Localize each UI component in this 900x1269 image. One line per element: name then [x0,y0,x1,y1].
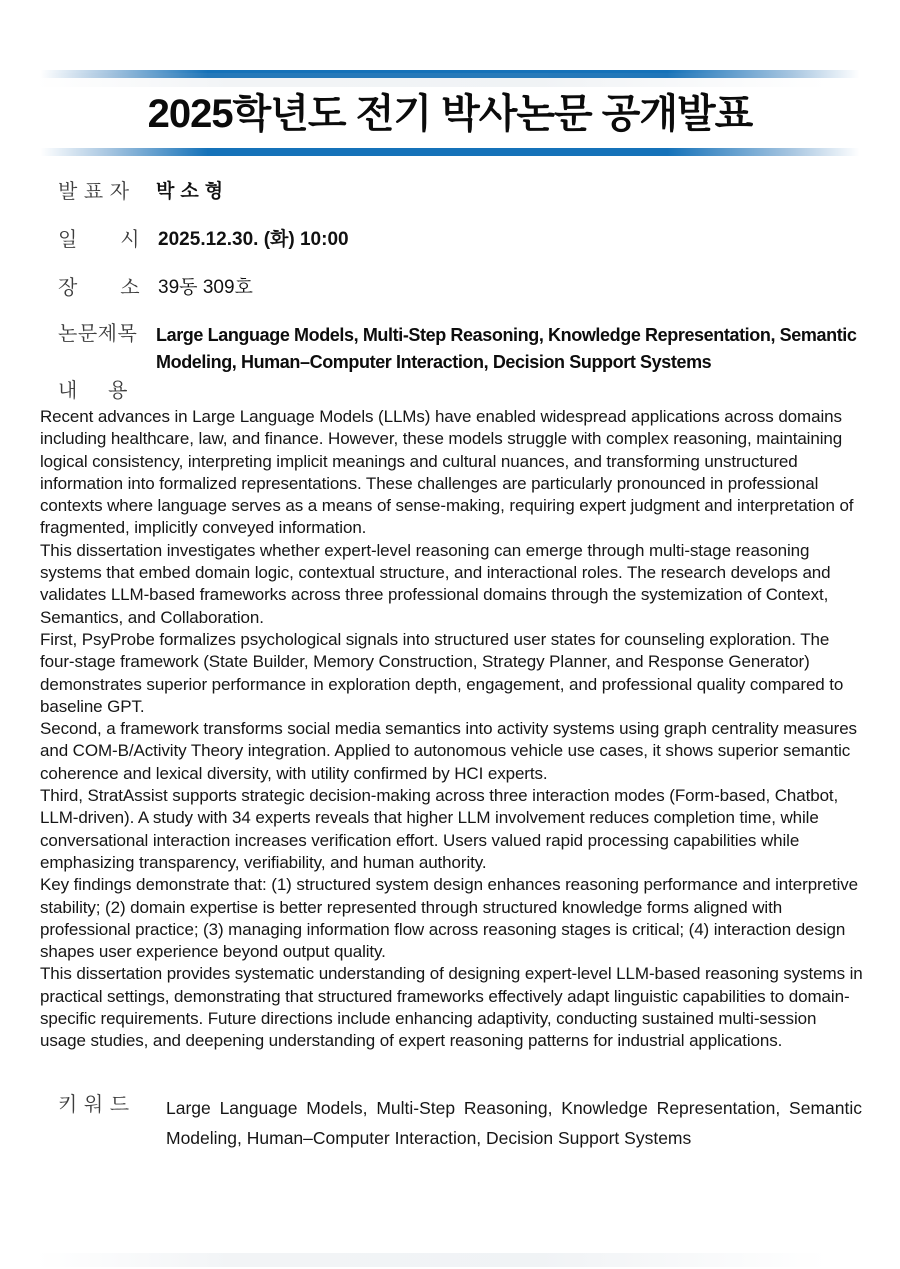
location-value: 39동 309호 [158,277,253,298]
datetime-row [38,228,862,252]
announcement-page [0,70,900,1269]
abstract-text [40,406,864,1053]
keywords-value: Large Language Models, Multi-Step Reasoning, Knowledge Representation, Semantic Modeling, Human–Computer Interaction, Decision Support Systems [166,1097,862,1148]
content-label: 내 용 [58,380,128,402]
location-label: 장 소 [58,277,141,299]
content-label-row [38,378,862,404]
abstract-paragraph: First, PsyProbe formalizes psychological signals into structured user states for counseling exploration. The four-stage framework (State Builder, Memory Construction, Strategy Planner, and Response Generator) demonstrates superior performance in exploration depth, engagement, and professional quality compared to baseline GPT. [40,629,844,716]
page-title: 2025학년도 전기 박사논문 공개발표 [147,92,753,136]
abstract-paragraph: Key findings demonstrate that: (1) structured system design enhances reasoning performance and interpretive stability; (2) domain expertise is better represented through structured knowledge forms aligned with professional practice; (3) managing information flow across reasoning stages is critical; (4) interaction design shapes user experience beyond output quality. [40,875,859,962]
header-rule-bottom [32,148,868,156]
abstract-paragraph: Third, StratAssist supports strategic decision-making across three interaction modes (Form-based, Chatbot, LLM-driven). A study with 34 experts reveals that higher LLM involvement reduces completion time, while conversational interaction increases verification effort. Users valued rapid processing capabilities while emphasizing transparency, verifiability, and human authority. [40,786,839,872]
keywords-label: 키 워 드 [58,1093,130,1116]
document-body [0,156,900,1153]
presenter-value: 박소형 [156,181,230,202]
thesis-title-value: Large Language Models, Multi-Step Reasoning, Knowledge Representation, Semantic Modeling, Human–Computer Interaction, Decision Support Systems [156,325,857,372]
presenter-label: 발 표 자 [58,181,130,203]
top-gloss-band [0,73,900,87]
bottom-gloss-band [0,1253,900,1267]
location-row [38,276,862,300]
abstract-paragraph: Second, a framework transforms social media semantics into activity systems using graph centrality measures and COM-B/Activity Theory integration. Applied to autonomous vehicle use cases, it shows superior semantic coherence and lexical diversity, with utility confirmed by HCI experts. [40,719,857,783]
abstract-paragraph: This dissertation provides systematic understanding of designing expert-level LLM-based reasoning systems in practical settings, demonstrating that structured frameworks effectively adapt linguistic capabilities to domain-specific requirements. Future directions include enhancing adaptivity, conducting sustained multi-session usage studies, and deepening understanding of expert reasoning patterns for industrial applications. [40,964,863,1051]
thesis-title-row [38,322,862,376]
datetime-label: 일 시 [58,229,141,251]
presenter-row [38,180,862,204]
thesis-title-label: 논문제목 [58,323,138,345]
abstract-paragraph: Recent advances in Large Language Models (LLMs) have enabled widespread applications across domains including healthcare, law, and finance. However, these models struggle with complex reasoning, maintaining logical consistency, interpreting implicit meanings and cultural nuances, and transforming unstructured information into formalized representations. These challenges are particularly pronounced in professional contexts where language serves as a means of sense-making, requiring expert judgment and interpretation of fragmented, implicitly conveyed information. [40,407,854,538]
datetime-value: 2025.12.30. (화) 10:00 [158,229,349,250]
keywords-row [38,1093,862,1153]
abstract-paragraph: This dissertation investigates whether expert-level reasoning can emerge through multi-stage reasoning systems that embed domain logic, contextual structure, and interactional roles. The research develops and validates LLM-based frameworks across three professional domains through the systemization of Context, Semantics, and Collaboration. [40,540,831,627]
